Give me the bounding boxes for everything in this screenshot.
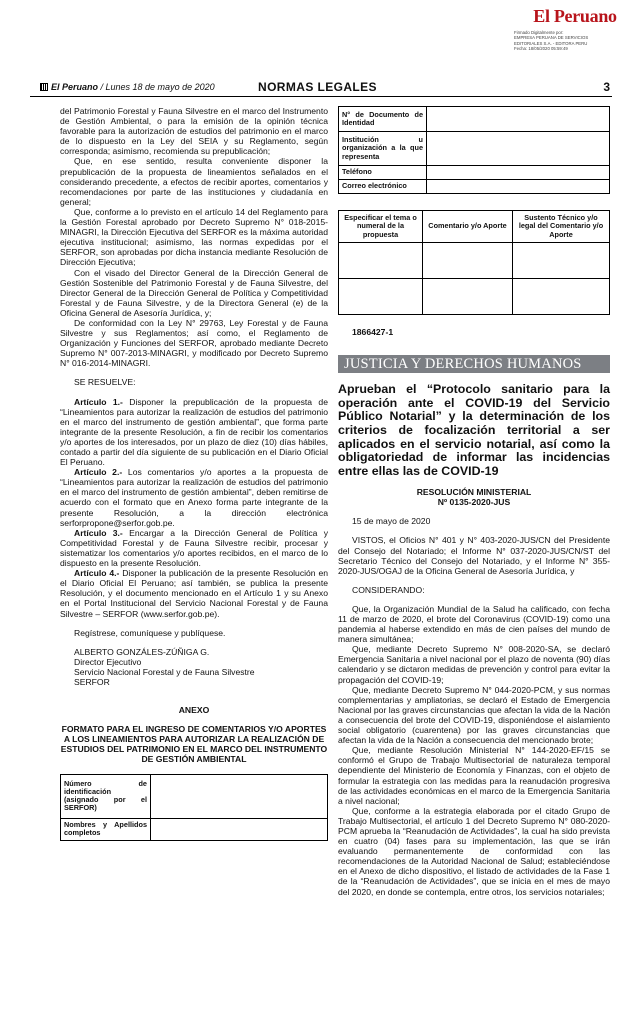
- header-date: / Lunes 18 de mayo de 2020: [98, 82, 215, 92]
- section-banner: JUSTICIA Y DERECHOS HUMANOS: [338, 355, 610, 373]
- paragraph: Con el visado del Director General de la Dirección General de Gestión Sostenible del Patrimonio Forestal y de Fauna Silvestre, del Director General de la Dirección General de Política y Competitividad Forestal y de Fauna Silvestre, y de la Directora General (e) de la Oficina General de Asesoría Jurídica, y;: [60, 267, 328, 318]
- signatory-role: Director Ejecutivo: [74, 656, 142, 667]
- grid-icon: [40, 83, 48, 91]
- form-row: [61, 818, 328, 840]
- form-blank-cell: [427, 107, 610, 132]
- form-label: Número de identificación (asignado por el SERFOR): [61, 774, 151, 818]
- right-column: [338, 106, 610, 897]
- form-label: Correo electrónico: [339, 180, 427, 194]
- article-1: [60, 397, 328, 468]
- form-table-left: [60, 774, 328, 841]
- form-label: Teléfono: [339, 166, 427, 180]
- paragraph: Que, en ese sentido, resulta conveniente disponer la prepublicación de la propuesta de lineamientos señalados en el considerando precedente, a efectos de recibir aportes, comentarios y recomendaciones por parte de las instituciones y ciudadanía en general;: [60, 156, 328, 207]
- article-text: Disponer la prepublicación de la propuesta de “Lineamientos para autorizar la realización de estudios del patrimonio en el marco del instrumento de gestión ambiental”, que forma parte integrante de la presente Resolución, a fin de recibir los comentarios y/o aportes de los interesados, por un plazo de diez (10) días hábiles, contado a partir del día siguiente de su publicación en el Diario Oficial El Peruano.: [60, 396, 328, 468]
- anexo-heading: ANEXO: [178, 705, 210, 716]
- comments-table: [338, 210, 610, 315]
- paragraph: Que, conforme a la estrategia elaborada por el citado Grupo de Trabajo Multisectorial, el artículo 1 del Decreto Supremo N° 080-2020-PCM aprueba la “Reanudación de Actividades”, la cual ha sido prevista en cuatro (04) fases para su implementación, las que se irán evaluando permanentemente de conformidad con las recomendaciones de la Autoridad Nacional de Salud; estableciéndose en el Anexo de dicho dispositivo, el listado de actividades de la Fase 1 de la “Reanudación de Actividades”, que se inicia en el mes de mayo del 2020, en donde se contempla, entre otros, los servicios notariales;: [338, 805, 610, 897]
- paragraph: Que, mediante Decreto Supremo N° 044-2020-PCM, y sus normas complementarias y ampliatorias, se declaró el Estado de Emergencia Nacional por las graves circunstancias que afectan la vida de la Nación a consecuencia del brote del COVID-19, disponiéndose el aislamiento social obligatorio (cuarentena) por las graves circunstancias que afectan la vida de la Nación a consecuencia del mencionado brote;: [338, 684, 610, 746]
- header-section: NORMAS LEGALES: [258, 80, 377, 94]
- vistos-paragraph: VISTOS, el Oficios N° 401 y N° 403-2020-JUS/CN del Presidente del Consejo del Notariado; el Informe N° 037-2020-JUS/CN/ST del Secretario Técnico del Consejo del Notariado, y el Informe N° 355-2020-JUS/OGAJ de la Oficina General de Asesoría Jurídica, y: [338, 535, 610, 576]
- paragraph: Que, mediante Resolución Ministerial N° 144-2020-EF/15 se conformó el Grupo de Trabajo Multisectorial de naturaleza temporal dependiente del Ministerio de Economía y Finanzas, con el objeto de formular la estrategia con las medidas para la reanudación progresiva de las actividades económicas en el marco de la Emergencia Sanitaria a nivel nacional;: [338, 745, 610, 806]
- considerando-heading: CONSIDERANDO:: [352, 584, 425, 595]
- resolution-number: Nº 0135-2020-JUS: [437, 497, 511, 508]
- form-row: [339, 180, 610, 194]
- column-header: Especificar el tema o numeral de la propuesta: [339, 211, 423, 243]
- publication-code: 1866427-1: [352, 327, 394, 337]
- digital-signature-note: [514, 30, 636, 52]
- paragraph: del Patrimonio Forestal y Fauna Silvestre en el marco del Instrumento de Gestión Ambiental, o para la emisión de la opinión técnica favorable para la autorización de estudios del patrimonio en el marco de lo dispuesto en la Ley del SEIA y su Reglamento, según corresponda; asimismo, recomienda su prepublicación;: [60, 106, 328, 157]
- resolution-type: RESOLUCIÓN MINISTERIAL: [416, 487, 532, 498]
- column-header: Sustento Técnico y/o legal del Comentario y/o Aporte: [513, 211, 610, 243]
- form-row: [339, 107, 610, 132]
- norm-title: Aprueban el “Protocolo sanitario para la operación ante el COVID-19 del Servicio Público Notarial” y la determinación de los criterios de focalización territorial a ser aplicados en el servicio notarial, así como la obligatoriedad de informar las incidencias entre ellas las de COVID-19: [338, 382, 610, 478]
- article-2: [60, 467, 328, 528]
- form-label: Nombres y Apellidos completos: [61, 818, 151, 840]
- form-blank-cell: [427, 132, 610, 166]
- form-label: Institución u organización a la que representa: [339, 132, 427, 166]
- paragraph: Que, la Organización Mundial de la Salud ha calificado, con fecha 11 de marzo de 2020, el brote del Coronavirus (COVID-19) como una pandemia al haberse extendido en más de cien países del mundo de manera simultánea;: [338, 603, 610, 645]
- formato-heading: FORMATO PARA EL INGRESO DE COMENTARIOS Y/O APORTES A LOS LINEAMIENTOS PARA AUTORIZAR LA REALIZACIÓN DE ESTUDIOS DEL PATRIMONIO EN EL MARCO DEL INSTRUMENTO DE GESTIÓN AMBIENTAL: [60, 724, 328, 765]
- comments-row: [339, 243, 610, 279]
- form-row: [339, 132, 610, 166]
- article-label: Artículo 4.-: [74, 568, 120, 579]
- form-blank-cell: [151, 774, 328, 818]
- form-blank-cell: [427, 166, 610, 180]
- blank-cell: [423, 243, 513, 279]
- form-blank-cell: [151, 818, 328, 840]
- resolution-date: 15 de mayo de 2020: [352, 516, 431, 527]
- form-row: [339, 166, 610, 180]
- paragraph: Que, mediante Decreto Supremo N° 008-2020-SA, se declaró Emergencia Sanitaria a nivel nacional por el plazo de noventa (90) días calendario y se dictaron medidas de prevención y control para evitar la propagación del COVID-19;: [338, 644, 610, 685]
- signature-line: EMPRESA PERUANA DE SERVICIOS: [514, 35, 589, 41]
- column-header: Comentario y/o Aporte: [423, 211, 513, 243]
- signature-line: EDITORIALES S.A. - EDITORA PERU: [514, 40, 588, 46]
- form-blank-cell: [427, 180, 610, 194]
- paragraph: De conformidad con la Ley N° 29763, Ley Forestal y de Fauna Silvestre y sus Reglamentos; así como, el Reglamento de Organización y Funciones del SERFOR, aprobado mediante Decreto Supremo N° 007-2013-MINAGRI, y modificado por Decreto Supremo N° 016-2014-MINAGRI.: [60, 317, 328, 369]
- signatory-org: Servicio Nacional Forestal y de Fauna Silvestre: [74, 666, 255, 677]
- article-text: Los comentarios y/o aportes a la propuesta de “Lineamientos para autorizar la realización de estudios del patrimonio en el marco del instrumento de gestión ambiental”, deben remitirse de acuerdo con el formato que en Anexo forma parte integrante de la presente Resolución, a la dirección electrónica serforpropone@serfor.gob.pe.: [60, 467, 328, 528]
- header-newspaper-date: [40, 82, 215, 92]
- comments-row: [339, 279, 610, 315]
- form-row: [61, 774, 328, 818]
- left-column: [60, 106, 328, 841]
- article-label: Artículo 2.-: [74, 467, 123, 478]
- article-label: Artículo 3.-: [74, 527, 123, 538]
- article-text: Disponer la publicación de la presente Resolución en el Diario Oficial El Peruano; así también, se publica la presente Resolución, y el documento mencionado en el Artículo 1 y su Anexo en el Portal Institucional del Servicio Nacional Forestal y de Fauna Silvestre – SERFOR (www.serfor.gob.pe).: [60, 568, 328, 619]
- article-4: [60, 568, 328, 618]
- el-peruano-logo: El Peruano: [533, 6, 617, 26]
- blank-cell: [513, 279, 610, 315]
- resolve-heading: SE RESUELVE:: [74, 377, 136, 388]
- signature-line: Firmado Digitalmente por:: [514, 30, 564, 35]
- signature-line: Fecha: 18/05/2020 05:59:49: [514, 46, 568, 52]
- blank-cell: [339, 243, 423, 279]
- paragraph: Que, conforme a lo previsto en el artículo 14 del Reglamento para la Gestión Forestal aprobado por Decreto Supremo N° 018-2015-MINAGRI, la Dirección Ejecutiva del SERFOR es la máxima autoridad ejecutiva institucional; asimismo, las normas expedidas por el SERFOR, son aprobadas por dicha instancia mediante Resolución de Dirección Ejecutiva;: [60, 206, 328, 268]
- page-header: [30, 79, 612, 97]
- article-label: Artículo 1.-: [74, 396, 123, 407]
- closing-formula: Regístrese, comuníquese y publíquese.: [74, 627, 226, 638]
- header-page-number: 3: [603, 80, 610, 94]
- form-label: N° de Documento de Identidad: [339, 107, 427, 132]
- form-table-right: [338, 106, 610, 194]
- blank-cell: [513, 243, 610, 279]
- comments-header-row: [339, 211, 610, 243]
- signatory-org-short: SERFOR: [74, 676, 110, 687]
- article-3: [60, 528, 328, 568]
- signatory-name: ALBERTO GONZÁLES-ZÚÑIGA G.: [74, 646, 210, 657]
- blank-cell: [423, 279, 513, 315]
- article-text: Encargar a la Dirección General de Política y Competitividad Forestal y de Fauna Silvestre recibir, procesar y sistematizar los comentarios y/o aportes recibidos, en el marco de lo dispuesto en la presente Resolución.: [60, 527, 329, 569]
- blank-cell: [339, 279, 423, 315]
- header-newspaper: El Peruano: [51, 82, 99, 92]
